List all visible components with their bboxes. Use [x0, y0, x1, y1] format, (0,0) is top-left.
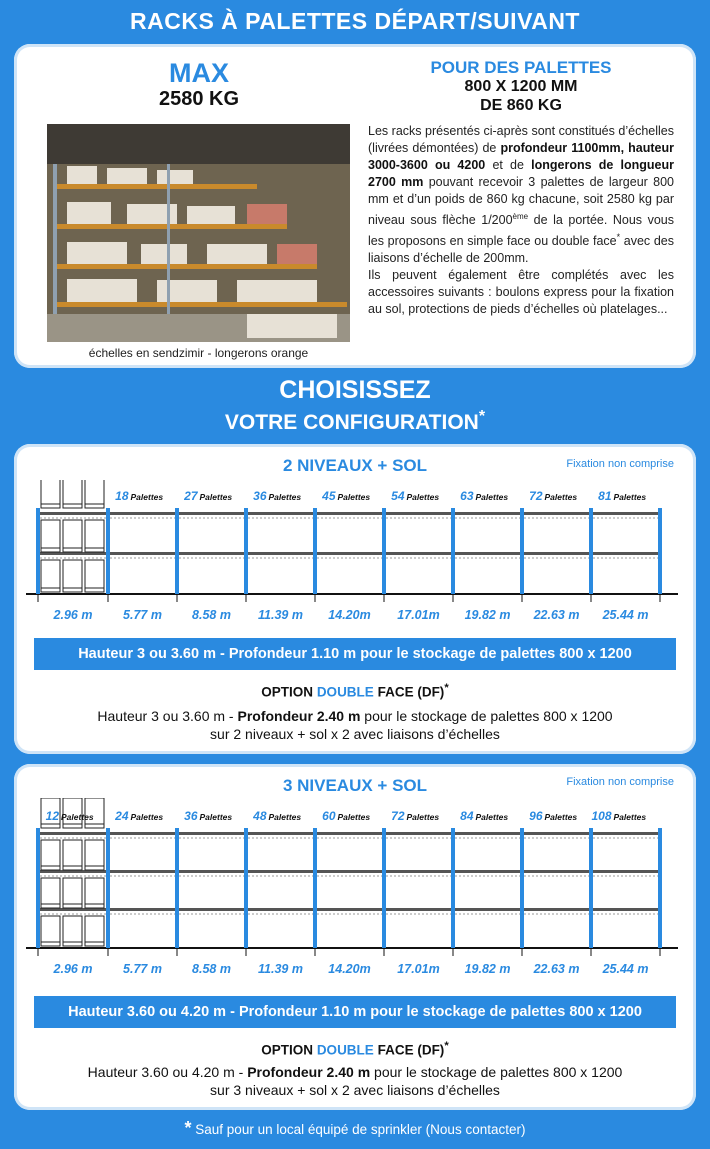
- beam: [524, 512, 589, 515]
- asterisk: *: [444, 682, 449, 694]
- pallet-box: [85, 560, 104, 592]
- beam: [455, 870, 520, 873]
- pallet-count-label: 54: [391, 489, 405, 503]
- warehouse-photo: [47, 124, 350, 342]
- fixation-note: Fixation non comprise: [566, 458, 674, 470]
- beam: [110, 870, 175, 873]
- pallet-word-label: Palettes: [544, 812, 578, 822]
- description-text: pouvant recevoir 3 palettes de largeur 800 mm et d’un poids de 860 kg chacune, soit 2580 kg par niveau sous flèche 1/200: [368, 175, 675, 228]
- choose-subheading-text: VOTRE CONFIGURATION: [224, 411, 479, 434]
- length-label: 2.96 m: [53, 608, 93, 622]
- photo-caption: échelles en sendzimir - longerons orange: [88, 346, 309, 360]
- beam: [248, 870, 313, 873]
- pallet-word-label: Palettes: [199, 492, 233, 502]
- option-text: FACE (DF): [373, 684, 445, 700]
- length-label: 8.58 m: [192, 962, 231, 976]
- pallet-count-label: 18: [115, 489, 129, 503]
- pallet-count-label: 63: [460, 489, 474, 503]
- double-face-line-2: sur 3 niveaux + sol x 2 avec liaisons d’échelles: [210, 1082, 500, 1098]
- pallet-word-label: Palettes: [475, 812, 509, 822]
- pallet-count-label: 45: [322, 489, 336, 503]
- beam: [455, 552, 520, 555]
- beam: [248, 908, 313, 911]
- beam: [110, 512, 175, 515]
- option-line-text: Hauteur 3.60 ou 4.20 m -: [87, 1064, 248, 1080]
- footer-note: [0, 1118, 710, 1139]
- upright: [520, 508, 524, 594]
- max-weight: 2580 KG: [158, 88, 240, 110]
- pallet-word-label: Palettes: [406, 812, 440, 822]
- pallet-count-label: 96: [529, 809, 543, 823]
- pallet-count-label: 108: [591, 809, 612, 823]
- pallet-size: 800 X 1200 MM: [464, 78, 578, 95]
- pallet-count-label: 72: [391, 809, 405, 823]
- beam: [524, 908, 589, 911]
- pallet-count-label: 60: [322, 809, 336, 823]
- double-face-option: [14, 1040, 696, 1058]
- footer-text: Sauf pour un local équipé de sprinkler (Nous contacter): [191, 1122, 526, 1137]
- pallet-count-label: 36: [184, 809, 198, 823]
- option-text: FACE (DF): [373, 1042, 445, 1058]
- beam: [386, 870, 451, 873]
- beam: [386, 552, 451, 555]
- upright: [313, 508, 317, 594]
- option-line-text: Hauteur 3 ou 3.60 m -: [97, 708, 238, 724]
- description-bold-depth: profondeur 1100mm, hauteur 3000-3600 ou 4200: [368, 141, 674, 172]
- upright: [36, 828, 40, 948]
- pallet-count-label: 84: [460, 809, 474, 823]
- pallet-count-label: 72: [529, 489, 543, 503]
- pallet-word-label: Palettes: [337, 812, 371, 822]
- length-label: 5.77 m: [123, 962, 162, 976]
- length-label: 25.44 m: [602, 962, 649, 976]
- beam: [524, 552, 589, 555]
- beam: [593, 512, 658, 515]
- fixation-note: Fixation non comprise: [566, 776, 674, 788]
- upright: [382, 828, 386, 948]
- double-face-line-1: [14, 1064, 696, 1080]
- asterisk: *: [444, 1040, 449, 1052]
- upright: [244, 508, 248, 594]
- option-text: OPTION: [261, 1042, 317, 1058]
- length-label: 17.01m: [397, 962, 440, 976]
- beam: [40, 832, 106, 835]
- pallet-box: [85, 520, 104, 552]
- beam: [179, 552, 244, 555]
- pallet-word-label: Palettes: [268, 812, 302, 822]
- length-label: 2.96 m: [53, 962, 93, 976]
- double-face-line-2: sur 2 niveaux + sol x 2 avec liaisons d’échelles: [210, 726, 500, 742]
- pallet-count-label: 12: [45, 809, 59, 823]
- beam: [455, 908, 520, 911]
- pallet-word-label: Palettes: [475, 492, 509, 502]
- pallet-count-label: 27: [184, 489, 198, 503]
- beam: [110, 552, 175, 555]
- beam: [317, 512, 382, 515]
- beam: [248, 552, 313, 555]
- max-label: MAX: [169, 58, 229, 88]
- upright: [36, 508, 40, 594]
- beam: [179, 908, 244, 911]
- pallet-box: [63, 520, 82, 552]
- description-text: de la portée. Nous vous les proposons en simple face ou double face: [368, 213, 675, 249]
- beam: [110, 908, 175, 911]
- warehouse-rack-image: [47, 124, 350, 342]
- pallet-word-label: Palettes: [199, 812, 233, 822]
- length-label: 11.39 m: [258, 962, 303, 976]
- length-label: 19.82 m: [464, 608, 511, 622]
- beam: [179, 870, 244, 873]
- upright: [175, 508, 179, 594]
- description-text: avec des liaisons d’échelle de 200mm.: [368, 234, 674, 266]
- page-title: RACKS À PALETTES DÉPART/SUIVANT: [130, 8, 580, 34]
- pallet-count-label: 24: [115, 809, 129, 823]
- upright: [106, 508, 110, 594]
- upright: [589, 508, 593, 594]
- config-title: 2 NIVEAUX + SOL: [282, 456, 428, 475]
- option-double: DOUBLE: [316, 1042, 374, 1058]
- upright: [244, 828, 248, 948]
- option-line-bold: Profondeur 2.40 m: [247, 1064, 371, 1080]
- beam: [593, 832, 658, 835]
- pallet-heading: POUR DES PALETTES: [430, 58, 612, 77]
- description-accessories: Ils peuvent également être complétés avec les accessoires suivants : boulons express pour la fixation au sol, protections de pieds d’échelles où platelages...: [368, 268, 674, 317]
- option-double: DOUBLE: [316, 684, 374, 700]
- beam: [40, 512, 106, 515]
- beam: [179, 512, 244, 515]
- beam: [593, 908, 658, 911]
- beam: [524, 870, 589, 873]
- option-line-text: pour le stockage de palettes 800 x 1200: [360, 708, 613, 724]
- upright: [175, 828, 179, 948]
- upright: [589, 828, 593, 948]
- rack-diagram-3-levels: [14, 798, 696, 984]
- upright: [382, 508, 386, 594]
- length-label: 8.58 m: [192, 608, 231, 622]
- config-2-levels-card: [14, 444, 696, 754]
- beam: [524, 832, 589, 835]
- beam: [317, 552, 382, 555]
- pallet-word-label: Palettes: [613, 492, 647, 502]
- upright: [313, 828, 317, 948]
- config-3-levels-card: [14, 764, 696, 1110]
- spec-bar: Hauteur 3.60 ou 4.20 m - Profondeur 1.10 m pour le stockage de palettes 800 x 1200: [34, 996, 676, 1028]
- beam: [317, 870, 382, 873]
- pallet-word-label: Palettes: [613, 812, 647, 822]
- description-bold-beam: longerons de longueur 2700 mm: [368, 158, 675, 189]
- intro-description: [368, 123, 674, 318]
- intro-card: [14, 44, 696, 368]
- choose-subheading: [0, 408, 710, 435]
- description-superscript: ème: [512, 212, 529, 221]
- upright: [451, 828, 455, 948]
- spec-bar: Hauteur 3 ou 3.60 m - Profondeur 1.10 m pour le stockage de palettes 800 x 1200: [34, 638, 676, 670]
- length-label: 5.77 m: [123, 608, 162, 622]
- pallet-box: [63, 560, 82, 592]
- pallet-box: [41, 520, 60, 552]
- beam: [248, 512, 313, 515]
- double-face-option: [14, 682, 696, 700]
- beam: [593, 552, 658, 555]
- pallet-count-label: 48: [253, 809, 267, 823]
- length-label: 14.20m: [328, 962, 371, 976]
- pallet-word-label: Palettes: [61, 812, 94, 822]
- pallet-word-label: Palettes: [268, 492, 302, 502]
- beam: [593, 870, 658, 873]
- length-label: 22.63 m: [533, 962, 580, 976]
- length-label: 11.39 m: [258, 608, 303, 622]
- length-label: 25.44 m: [602, 608, 649, 622]
- pallet-word-label: Palettes: [406, 492, 440, 502]
- option-line-text: pour le stockage de palettes 800 x 1200: [370, 1064, 623, 1080]
- upright: [106, 828, 110, 948]
- upright: [520, 828, 524, 948]
- beam: [317, 908, 382, 911]
- pallet-word-label: Palettes: [544, 492, 578, 502]
- pallet-weight: DE 860 KG: [480, 97, 562, 114]
- length-label: 22.63 m: [533, 608, 580, 622]
- length-label: 17.01m: [397, 608, 440, 622]
- beam: [386, 512, 451, 515]
- option-text: OPTION: [261, 684, 317, 700]
- upright: [658, 828, 662, 948]
- pallet-count-label: 81: [598, 489, 612, 503]
- upright: [451, 508, 455, 594]
- pallet-word-label: Palettes: [130, 812, 164, 822]
- beam: [386, 908, 451, 911]
- pallet-word-label: Palettes: [337, 492, 371, 502]
- length-label: 19.82 m: [464, 962, 511, 976]
- beam: [179, 832, 244, 835]
- rack-diagram-2-levels: [14, 480, 696, 630]
- beam: [455, 832, 520, 835]
- pallet-count-label: 36: [253, 489, 267, 503]
- double-face-line-1: [14, 708, 696, 724]
- asterisk: *: [184, 1118, 192, 1138]
- beam: [248, 832, 313, 835]
- length-label: 14.20m: [328, 608, 371, 622]
- upright: [658, 508, 662, 594]
- asterisk: *: [616, 232, 621, 243]
- beam: [317, 832, 382, 835]
- beam: [455, 512, 520, 515]
- beam: [110, 832, 175, 835]
- pallet-word-label: Palettes: [130, 492, 164, 502]
- description-text: et de: [485, 158, 532, 172]
- asterisk: *: [478, 408, 486, 425]
- pallet-box: [41, 560, 60, 592]
- beam: [386, 832, 451, 835]
- option-line-bold: Profondeur 2.40 m: [237, 708, 361, 724]
- description-text: Les racks présentés ci-après sont constitués d’échelles (livrées démontées) de: [368, 124, 674, 155]
- config-title: 3 NIVEAUX + SOL: [282, 776, 428, 795]
- choose-heading: CHOISISSEZ: [279, 376, 431, 404]
